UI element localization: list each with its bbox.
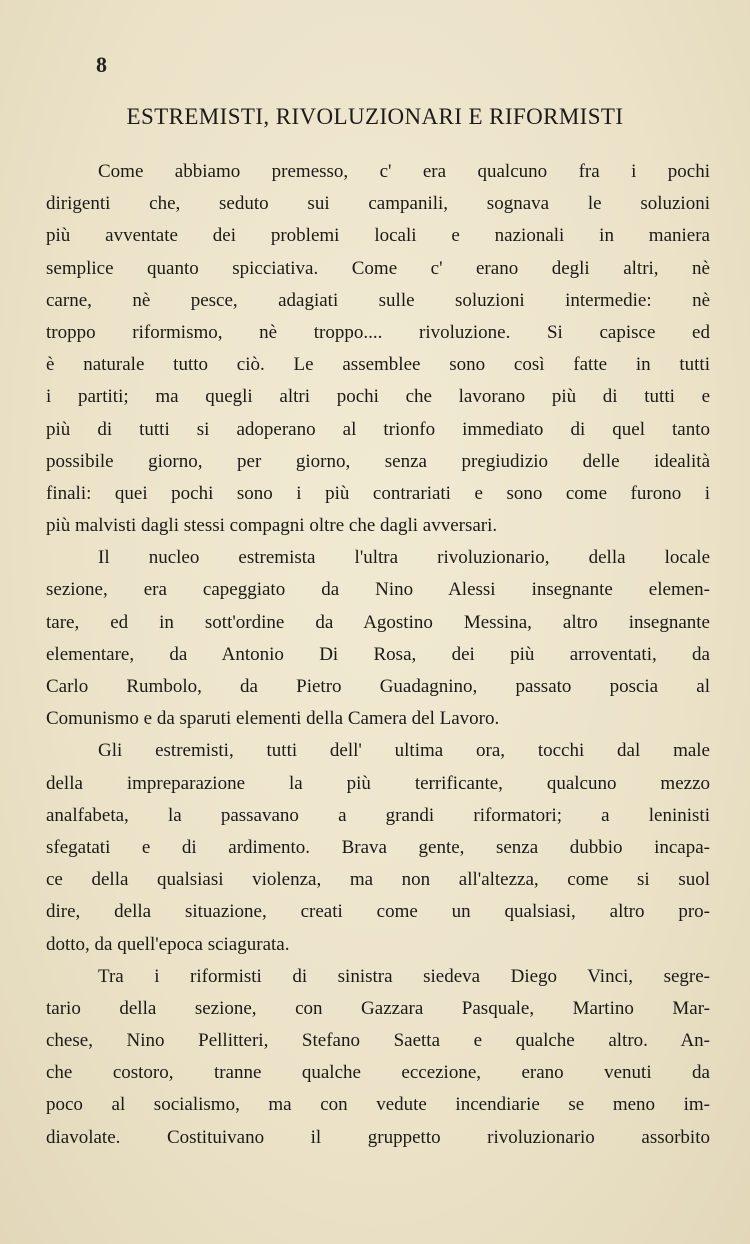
text-line: Carlo Rumbolo, da Pietro Guadagnino, passato poscia al	[46, 676, 710, 697]
text-line: dire, della situazione, creati come un qualsiasi, altro pro-	[46, 901, 710, 923]
text-line: finali: quei pochi sono i più contrariati e sono come furono i	[46, 482, 710, 504]
text-line: analfabeta, la passavano a grandi riformatori; a leninisti	[46, 804, 710, 826]
text-line: sezione, era capeggiato da Nino Alessi insegnante elemen-	[46, 579, 710, 601]
text-line: i partiti; ma quegli altri pochi che lavorano più di tutti e	[46, 386, 710, 408]
text-line: è naturale tutto ciò. Le assemblee sono così fatte in tutti	[46, 354, 710, 376]
text-line: più di tutti si adoperano al trionfo immediato di quel tanto	[46, 418, 710, 440]
text-line: dotto, da quell'epoca sciagurata.	[46, 933, 290, 955]
page-number: 8	[96, 52, 107, 77]
text-line: chese, Nino Pellitteri, Stefano Saetta e qualche altro. An-	[46, 1030, 710, 1052]
text-line: Come abbiamo premesso, c' era qualcuno fra i pochi	[98, 161, 710, 182]
text-line: tare, ed in sott'ordine da Agostino Messina, altro insegnante	[46, 611, 710, 633]
text-line: ce della qualsiasi violenza, ma non all'altezza, come si suol	[46, 869, 710, 891]
text-line: tario della sezione, con Gazzara Pasquale, Martino Mar-	[46, 997, 710, 1019]
text-line: carne, nè pesce, adagiati sulle soluzioni intermedie: nè	[46, 289, 710, 311]
body-text	[46, 156, 710, 1154]
text-line: poco al socialismo, ma con vedute incendiarie se meno im-	[46, 1094, 710, 1116]
text-line: Gli estremisti, tutti dell' ultima ora, tocchi dal male	[98, 740, 710, 762]
text-line: sfegatati e di ardimento. Brava gente, senza dubbio incapa-	[46, 836, 710, 858]
text-line: dirigenti che, seduto sui campanili, sognava le soluzioni	[46, 193, 710, 215]
text-line: Comunismo e da sparuti elementi della Camera del Lavoro.	[46, 708, 500, 730]
text-line: Il nucleo estremista l'ultra rivoluzionario, della locale	[98, 547, 710, 569]
text-line: della impreparazione la più terrificante, qualcuno mezzo	[46, 772, 710, 794]
chapter-title: ESTREMISTI, RIVOLUZIONARI E RIFORMISTI	[126, 104, 624, 129]
text-line: possibile giorno, per giorno, senza pregiudizio delle idealità	[46, 450, 710, 472]
text-line: elementare, da Antonio Di Rosa, dei più arroventati, da	[46, 643, 710, 665]
text-line: che costoro, tranne qualche eccezione, erano venuti da	[46, 1062, 710, 1084]
text-line: più malvisti dagli stessi compagni oltre che dagli avversari.	[46, 515, 498, 537]
text-line: diavolate. Costituivano il gruppetto rivoluzionario assorbito	[46, 1126, 710, 1148]
text-line: Tra i riformisti di sinistra siedeva Diego Vinci, segre-	[98, 965, 710, 987]
text-line: più avventate dei problemi locali e nazionali in maniera	[46, 225, 710, 247]
text-line: troppo riformismo, nè troppo.... rivoluzione. Si capisce ed	[46, 321, 710, 343]
text-line: semplice quanto spicciativa. Come c' erano degli altri, nè	[46, 257, 710, 279]
